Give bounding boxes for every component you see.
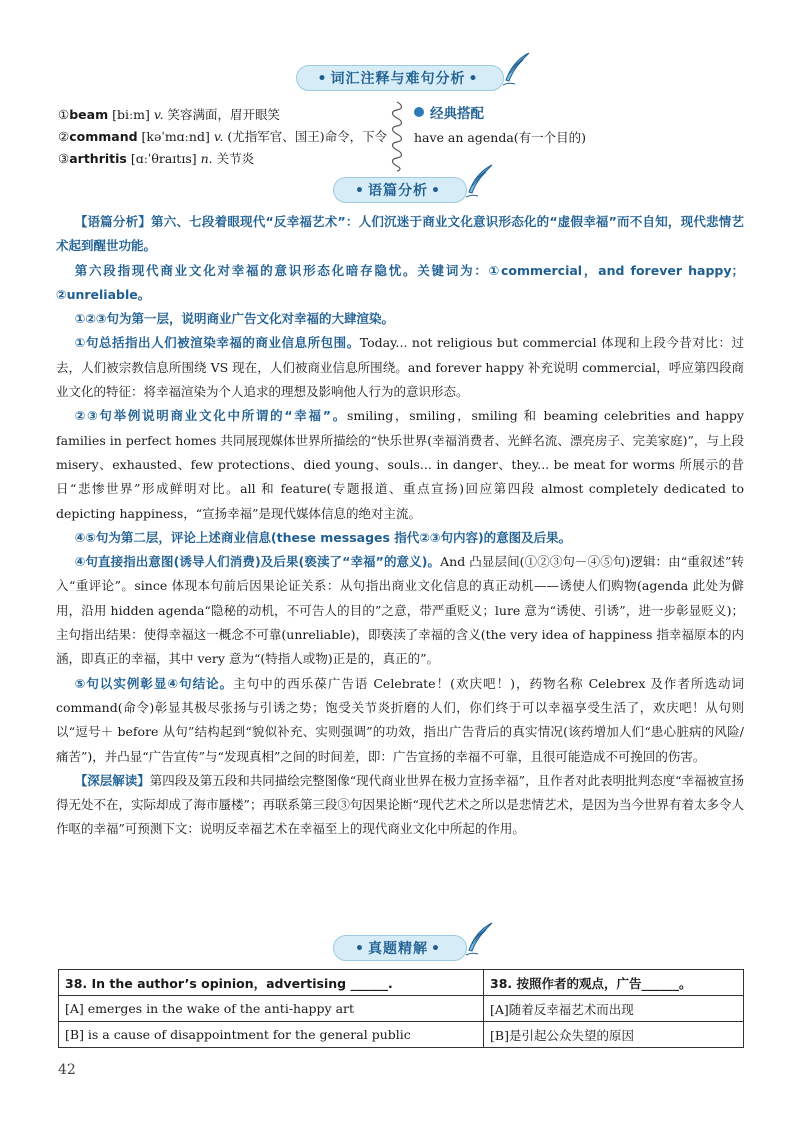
option-a-en: [A] emerges in the wake of the anti-happy art — [59, 996, 484, 1022]
vocab-item: ③arthritis [ɑːˈθraɪtɪs] n. 关节炎 — [58, 151, 255, 166]
collocation-phrase: have an agenda(有一个目的) — [414, 130, 587, 145]
exam-banner — [0, 934, 800, 962]
analysis-paragraph: ①句总括指出人们被渲染幸福的商业信息所包围。Today... not religious but commercial 体现和上段今昔对比：过去，人们被宗教信息所围绕 VS 现在，人们被商业信息所围绕。and forever happy 补充说明 commercial，呼应第四段商业文化的特征：将幸福渲染为个人追求的理想及影响他人行为的意识形态。 — [56, 335, 744, 400]
analysis-paragraph: ②③句举例说明商业文化中所谓的“幸福”。smiling，smiling，smiling 和 beaming celebrities and happy families in perfect homes 共同展现媒体世界所描绘的“快乐世界(幸福消费者、光鲜名流、漂亮房子、完美家庭)”，与上段 misery、exhausted、few protections、died young、souls... in danger、they... be meat for worms 所展示的昔日“悲惨世界”形成鲜明对比。all 和 feature(专题报道、重点宣扬)回应第四段 almost completely dedicated to depicting happiness，“宣扬幸福”是现代媒体信息的绝对主流。 — [56, 408, 744, 521]
vocab-banner-title: 词汇注释与难句分析 — [330, 71, 466, 87]
bullet-icon — [414, 107, 424, 117]
quill-icon — [464, 922, 494, 956]
spiral-divider — [389, 100, 405, 172]
vocab-item: ①beam [biːm] v. 笑容满面，眉开眼笑 — [58, 107, 280, 122]
option-b-en: [B] is a cause of disappointment for the general public — [59, 1022, 484, 1048]
option-b-cn: [B]是引起公众失望的原因 — [484, 1022, 744, 1048]
question-table — [58, 969, 744, 1048]
passage-analysis — [56, 210, 744, 842]
analysis-paragraph: 第六段指现代商业文化对幸福的意识形态化暗存隐忧。关键词为：①commercial，and forever happy；②unreliable。 — [56, 262, 744, 302]
exam-banner-title: 真题精解 — [368, 941, 428, 957]
passage-banner — [0, 176, 800, 204]
vocab-list — [58, 104, 387, 170]
table-row — [59, 970, 744, 996]
quill-icon — [464, 164, 494, 198]
passage-banner-pill: • 语篇分析 • — [333, 177, 467, 203]
question-stem-en: 38. In the author’s opinion，advertising ______. — [59, 970, 484, 996]
analysis-paragraph: 【语篇分析】第六、七段着眼现代“反幸福艺术”：人们沉迷于商业文化意识形态化的“虚假幸福”而不自知，现代悲情艺术起到醒世功能。 — [56, 214, 744, 254]
table-row — [59, 996, 744, 1022]
analysis-paragraph: ①②③句为第一层，说明商业广告文化对幸福的大肆渲染。 — [74, 311, 395, 327]
collocation-box — [414, 102, 586, 146]
vocab-item: ②command [kəˈmɑːnd] v. (尤指军官、国王)命令，下令 — [58, 129, 388, 144]
question-stem-cn: 38. 按照作者的观点，广告______。 — [484, 970, 744, 996]
quill-icon — [501, 52, 531, 86]
option-a-cn: [A]随着反幸福艺术而出现 — [484, 996, 744, 1022]
exam-banner-pill: • 真题精解 • — [333, 935, 467, 961]
analysis-paragraph: ④⑤句为第二层，评论上述商业信息(these messages 指代②③句内容)的意图及后果。 — [74, 529, 572, 545]
analysis-paragraph: 【深层解读】第四段及第五段和共同描绘完整图像“现代商业世界在极力宣扬幸福”，且作者对此表明批判态度“幸福被宣扬得无处不在，实际却成了海市蜃楼”；再联系第三段③句因果论断“现代艺术之所以是悲情艺术，是因为当今世界有着太多令人作呕的幸福”可预测下文：说明反幸福艺术在幸福至上的现代商业文化中所起的作用。 — [56, 772, 744, 837]
vocab-banner — [0, 64, 800, 92]
collocation-title: 经典搭配 — [414, 102, 586, 122]
analysis-paragraph: ④句直接指出意图(诱导人们消费)及后果(亵渎了“幸福”的意义)。And 凸显层间(①②③句－④⑤句)逻辑：由“重叙述”转入“重评论”。since 体现本句前后因果论证关系：从句指出商业文化信息的真正动机——诱使人们购物(agenda 此处为僻用，沿用 hidden agenda“隐秘的动机，不可告人的目的”之意，带严重贬义；lure 意为“诱使、引诱”，进一步彰显贬义)；主句指出结果：使得幸福这一概念不可靠(unreliable)，即亵渎了幸福的含义(the very idea of happiness 指幸福原本的内涵，即真正的幸福，其中 very 意为“(特指人或物)正是的，真正的”。 — [56, 554, 744, 667]
vocab-banner-pill: • 词汇注释与难句分析 • — [296, 65, 505, 91]
analysis-paragraph: ⑤句以实例彰显④句结论。主句中的西乐葆广告语 Celebrate！(欢庆吧！)，药物名称 Celebrex 及作者所选动词 command(命令)彰显其极尽张扬与引诱之势；饱受关节炎折磨的人们，你们终于可以幸福享受生活了，欢庆吧！从句则以“逗号＋ before 从句”结构起到“貌似补充、实则强调”的功效，指出广告背后的真实情况(该药增加人们“患心脏病的风险/痛苦”)，并凸显“广告宣传”与“发现真相”之间的时间差，即：广告宣扬的幸福不可靠，且很可能造成不可挽回的伤害。 — [56, 675, 744, 764]
page-number: 42 — [58, 1062, 76, 1078]
table-row — [59, 1022, 744, 1048]
passage-banner-title: 语篇分析 — [368, 183, 428, 199]
